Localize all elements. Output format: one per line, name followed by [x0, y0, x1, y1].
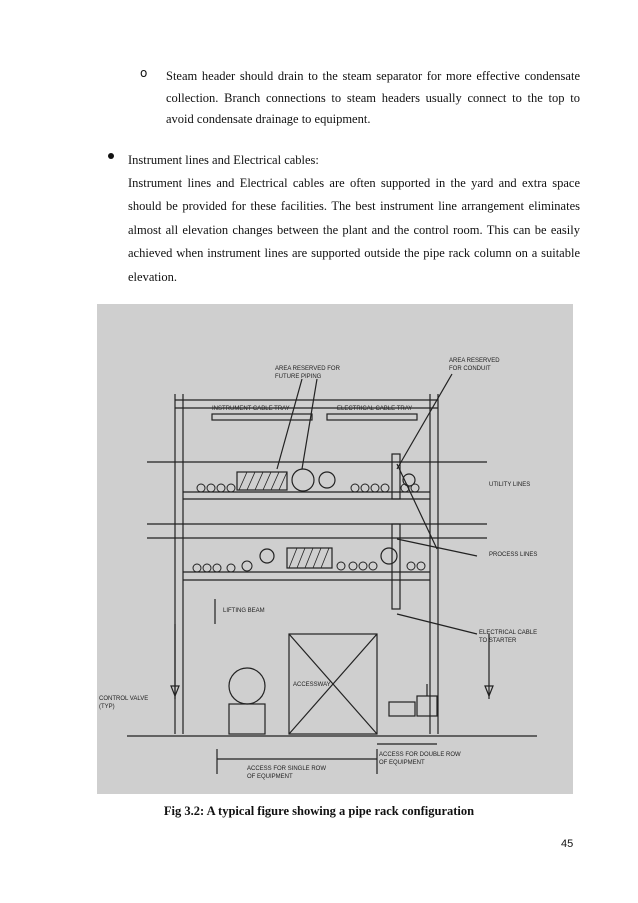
label-electrical-cable-tray: ELECTRICAL CABLE TRAY [337, 406, 413, 412]
label-instrument-cable-tray: INSTRUMENT CABLE TRAY [212, 406, 290, 412]
bullet-heading: Instrument lines and Electrical cables: [128, 153, 319, 167]
label-access-single-2: OF EQUIPMENT [247, 774, 293, 780]
label-utility-lines: UTILITY LINES [489, 482, 531, 488]
label-control-valve-2: (TYP) [99, 704, 115, 710]
label-access-double-1: ACCESS FOR DOUBLE ROW [379, 752, 461, 758]
label-electrical-cable-2: TO STARTER [479, 638, 517, 644]
bullet-dot-icon [108, 153, 114, 159]
label-area-future-piping-1: AREA RESERVED FOR [275, 366, 340, 372]
label-lifting-beam: LIFTING BEAM [223, 608, 265, 614]
label-access-single-1: ACCESS FOR SINGLE ROW [247, 766, 327, 772]
page-number: 45 [561, 838, 574, 850]
bullet-instrument-lines [108, 150, 580, 289]
sub-bullet-text: Steam header should drain to the steam separator for more effective condensate collection. Branch connections to steam headers usually connect to the top to avoid condensate drainage to equipment. [166, 69, 580, 126]
label-process-lines: PROCESS LINES [489, 552, 538, 558]
bullet-text: Instrument lines and Electrical cables are often supported in the yard and extra space should be provided for these facilities. The best instrument line arrangement eliminates almost all elevation changes between the plant and the control room. This can be easily achieved when instrument lines are supported outside the pipe rack column on a suitable elevation. [128, 175, 580, 284]
label-area-conduit-2: FOR CONDUIT [449, 366, 491, 372]
sub-bullet-marker: o [140, 66, 148, 80]
label-area-conduit-1: AREA RESERVED [449, 358, 500, 364]
label-control-valve-1: CONTROL VALVE [99, 696, 149, 702]
pipe-rack-drawing [97, 304, 573, 794]
label-access-double-2: OF EQUIPMENT [379, 760, 425, 766]
label-area-future-piping-2: FUTURE PIPING [275, 374, 322, 380]
label-accessway: ACCESSWAY [293, 682, 331, 688]
label-electrical-cable-1: ELECTRICAL CABLE [479, 630, 538, 636]
figure-caption: Fig 3.2: A typical figure showing a pipe rack configuration [163, 804, 475, 818]
pipe-rack-figure [97, 304, 573, 794]
sub-bullet-steam-header [140, 66, 580, 131]
